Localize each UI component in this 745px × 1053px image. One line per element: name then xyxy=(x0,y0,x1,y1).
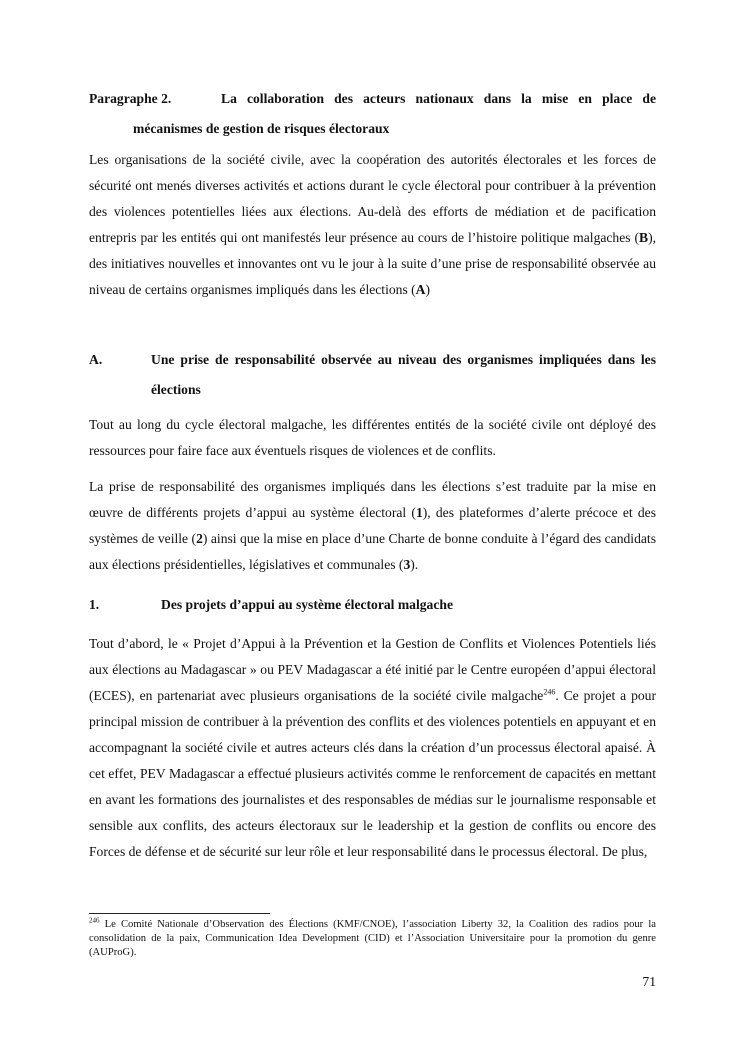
footnote xyxy=(89,918,656,960)
subsection-a-title: Une prise de responsabilité observée au niveau des organismes impliquées dans les élections xyxy=(151,352,656,397)
paragraph-1: Tout d’abord, le « Projet d’Appui à la Prévention et la Gestion de Conflits et Violences Potentiels liés aux élections au Madagascar » ou PEV Madagascar a été initié par le Centre européen d’appui électoral (ECES), en partenariat avec plusieurs organisations de la société civile malgache$^{246}$. Ce projet a pour principal mission de contribuer à la prévention des conflits et des violences potentiels en appuyant et en accompagnant la société civile et autres acteurs clés dans la création d’un processus électoral apaisé. À cet effet, PEV Madagascar a effectué plusieurs activités comme le renforcement de capacités en mettant en avant les formations des journalistes et des responsables de médias sur le journalisme responsable et sensible aux conflits, des acteurs électoraux sur le leadership et la gestion de conflits ou encore des Forces de défense et de sécurité sur leur rôle et leur responsabilité dans le processus électoral. De plus, xyxy=(89,636,656,859)
page-number: 71 xyxy=(642,974,656,989)
subsection-1-title: Des projets d’appui au système électoral malgache xyxy=(161,597,453,612)
subsection-a-heading xyxy=(89,345,656,405)
paragraph-a2: La prise de responsabilité des organismes impliqués dans les élections s’est traduite par la mise en œuvre de différents projets d’appui au système électoral (1), des plateformes d’alerte précoce et des systèmes de veille (2) ainsi que la mise en place d’une Charte de bonne conduite à l’égard des candidats aux élections présidentielles, législatives et communales (3). xyxy=(89,479,657,572)
subsection-1-heading xyxy=(89,590,656,620)
footnote-separator xyxy=(89,913,270,914)
footnote-reference[interactable]: 246 xyxy=(543,687,556,697)
section-heading xyxy=(89,84,656,144)
subsection-a-label: A. xyxy=(89,352,103,367)
footnote-number: 246 xyxy=(89,916,100,925)
section-title: La collaboration des acteurs nationaux dans la mise en place de mécanismes de gestion de risques électoraux xyxy=(133,91,656,136)
ref-A: A xyxy=(415,282,426,297)
footnote-text: Le Comité Nationale d’Observation des Élections (KMF/CNOE), l’association Liberty 32, la Coalition des radios pour la consolidation de la paix, Communication Idea Development (CID) et l’Association Universitaire pour la promotion du genre (AUProG). xyxy=(89,919,656,958)
subsection-1-label: 1. xyxy=(89,597,100,612)
intro-paragraph: Les organisations de la société civile, avec la coopération des autorités électorales et les forces de sécurité ont menés diverses activités et actions durant le cycle électoral pour contribuer à la prévention des violences potentielles liées aux élections. Au-delà des efforts de médiation et de pacification entrepris par les entités qui ont manifestés leur présence au cours de l’histoire politique malgaches (B), des initiatives nouvelles et innovantes ont vu le jour à la suite d’une prise de responsabilité observée au niveau de certains organismes impliqués dans les élections (A) xyxy=(89,152,656,297)
section-label: Paragraphe 2. xyxy=(89,91,172,106)
ref-B: B xyxy=(638,230,649,245)
paragraph-a1: Tout au long du cycle électoral malgache, les différentes entités de la société civile ont déployé des ressources pour faire face aux éventuels risques de violences et de conflits. xyxy=(89,417,656,458)
